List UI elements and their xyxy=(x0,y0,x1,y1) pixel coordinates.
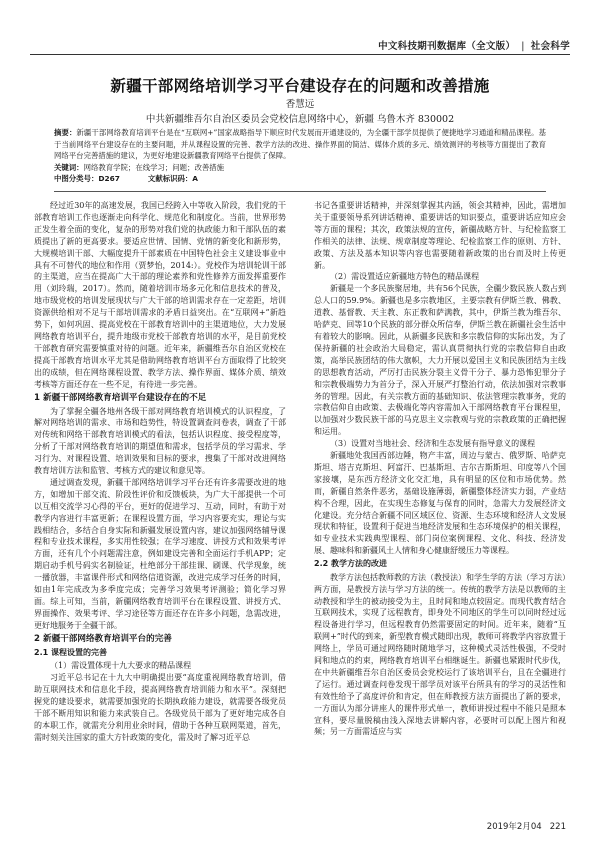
abstract-rule xyxy=(54,191,546,192)
keywords-line xyxy=(54,162,546,174)
subsection-heading: 2.1 课程设置的完善 xyxy=(34,647,107,657)
right-column xyxy=(314,200,566,812)
item-heading: （3）设置对当地社会、经济和生态发展有指导意义的课程 xyxy=(330,439,536,449)
abstract-block xyxy=(54,127,546,185)
abstract-label: 摘要： xyxy=(54,128,77,137)
issue-date: 2019年2月04 xyxy=(486,822,542,832)
running-header xyxy=(30,38,570,52)
keywords-text: 网络教育学院；在线学习；问题；改善措施 xyxy=(83,162,225,172)
paragraph: 经过近30年的高速发展，我国已经跨入中等收入阶段，我们党的干部教育培训工作也逐渐走向科学化、规范化和制度化。当前，世界形势正发生着全面的变化，复杂的形势对我们党的执政能力和干部队伍的素质提出了新的更高要求。要适应世情、国情、党情的新变化和新形势，大规模培训干部、大幅度提升干部素质在中国特色社会主义建设事业中具有不可替代的地位和作用（贾梦怡，2014:）。党校作为培训轮训干部的主渠道，应当在提高广大干部的理论素养和党性修养方面发挥重要作用（刘玲瑞，2017）。然而，随着培训市场多元化和信息技术的普及，地市级党校的培训发展现状与广大干部的培训需求存在一定差距，培训资源供给相对不足与干部培训需求的矛盾日益突出。在“互联网+”新趋势下，如何巩固、提高党校在干部教育培训中的主渠道地位，大力发展网络教育培训平台，提升地级市党校干部教育培训的水平，是目前党校干部教育研究需要慎重对待的问题。近年来，新疆维吾尔自治区党校在提高干部教育培训水平尤其是借助网络教育培训平台方面取得了比较突出的成绩，但在网络课程设置、教学方法、操作界面、媒体介质、绩效考核等方面还存在一些不足，有待进一步完善。 xyxy=(34,201,286,389)
paragraph: 书记各重要讲话精神，并深刻掌握其内涵，领会其精神，因此，需增加关于重要领导系列讲话精神、重要讲话的知识要点，重要讲话应知应会等方面的课程；其次，政策法规的宣传，新疆战略方针、与纪检监察工作相关的法律、法规、规章制度等理论、纪检监察工作的原则、方针、政策、方法及基本知识等内容也需要随着新政策的出台而及时上传更新。 xyxy=(314,201,566,270)
section-heading: 1 新疆干部网络教育培训平台建设存在的不足 xyxy=(34,392,207,403)
classification-line xyxy=(54,173,546,185)
header-rule xyxy=(30,54,570,55)
paragraph: 新疆地处我国西部边陲，物产丰富，周边与蒙古、俄罗斯、哈萨克斯坦、塔吉克斯坦、阿富汗、巴基斯坦、吉尔吉斯斯坦、印度等八个国家接壤，是东西方经济文化交汇地，具有明显的区位和市场优势。然而，新疆自然条件恶劣，基础设施薄弱，新疆整体经济实力弱，产业结构不合理，因此，在实现生态修复与保育的同时，急需大力发展经济文化建设。充分结合新疆不同区域区位、资源、生态环境和经济人文发展现状和特征，设置利于促进当地经济发展和生态环境保护的相关课程，如专业技术实践典型课程、部门岗位案例课程、文化、科技、经济发展、趣味科和新疆风土人情和身心健康舒缓压力等课程。 xyxy=(314,451,566,556)
abstract-summary xyxy=(54,127,546,162)
subsection-heading: 2.2 教学方法的改进 xyxy=(314,559,387,569)
header-separator: | xyxy=(521,41,525,52)
document-code: 文献标识码：A xyxy=(147,174,198,184)
section-name: 社会科学 xyxy=(530,41,570,52)
keywords-label: 关键词： xyxy=(54,162,84,172)
journal-name: 中文科技期刊数据库（全文版） xyxy=(378,41,516,52)
item-heading: （1）需设置体现十九大要求的精品课程 xyxy=(50,661,192,671)
paragraph: 为了掌握全疆各地州各级干部对网络教育培训模式的认识程度，了解对网络培训的需求、市场和趋势性，特设置调查问卷表，调查了干部对传统和网络干部教育培训模式的看法，包括认识程度、接受程度等，分析了干部对网络教育培训的期望值和需求，包括学员的学习需求、学习行为、对课程设置、培训效果和目标的要求，搜集了干部对改进网络教育培训方法和监管、考核方式的建议和意见等。 xyxy=(34,406,286,476)
article-title: 新疆干部网络培训学习平台建设存在的问题和改善措施 xyxy=(110,77,490,95)
left-column xyxy=(34,200,286,812)
section-heading: 2 新疆干部网络教育培训平台的完善 xyxy=(34,633,172,644)
paragraph: 通过调查发现，新疆干部网络培训学习平台还有许多需要改进的地方，如增加干部交流、阶段性评价和反馈板块，为广大干部提供一个可以互相交流学习心得的平台，更好的促进学习、互动，同时，有助于对教学内容进行丰富更新；在课程设置方面，学习内容要充实，理论与实践相结合，多结合自身实际和新疆发展设置内容，建议加强网络辅导课程和专业技术课程，多实用性较强；在学习速度、讲授方式和效果考评方面，还有几个小问题需注意，例如建设完善和全面运行手机APP；定期启动手机号码实名制验证，杜绝部分干部挂课、刷课、代学现象，统一播放器，丰富课件形式和网络信道资源，改进完成学习任务的时间，如由1年完成改为多季度完成；完善学习效果考评测验；简化学习界面。综上可知，当前，新疆网络教育培训平台在课程设置、讲授方式、界面操作、效果考评、学习途径等方面还存在许多小问题，急需改进，更好地服务于全疆干部。 xyxy=(34,477,286,630)
item-heading: （2）需设置适应新疆地方特色的精品课程 xyxy=(330,272,480,282)
paragraph: 新疆是一个多民族聚居地，共有56个民族，全疆少数民族人数占到总人口的59.9%。新疆也是多宗教地区，主要宗教有伊斯兰教、佛教、道教、基督教、天主教、东正教和萨满教，其中，伊斯兰教为维吾尔、哈萨克、回等10个民族的部分群众所信奉，伊斯兰教在新疆社会生活中有着较大的影响。因此，从新疆多民族和多宗教信仰的实际出发，为了保持新疆的社会政治大局稳定，需认真贯彻执行党的宗教信仰自由政策，高举民族团结的伟大旗帜，大力开展以爱国主义和民族团结为主线的思想教育活动，严厉打击民族分裂主义骨干分子、暴力恐怖犯罪分子和宗教极端势力为首分子，深入开展严打整治行动，依法加强对宗教事务的管理。因此，有关宗教方面的基础知识、依法管理宗教事务，党的宗教信仰自由政策、去极端化等内容需加入干部网络教育平台课程里，以加强对少数民族干部的马克思主义宗教观与党的宗教政策的正确把握和运用。 xyxy=(314,284,566,437)
abstract-text: 新疆干部网络教育培训平台是在“互联网+”国家战略指导下顺应时代发展而开通建设的，为全疆干部学员提供了便捷地学习通道和精品课程。基于当前网络平台建设存在的主要问题，并从课程设置的完善、教学方法的改进、操作界面的简洁、媒体介质的多元、绩效测评的考核等方面提出了教育网络平台完善措施的建议，为更好地建设新疆教育网络平台提供了保障。 xyxy=(54,128,546,161)
author-affiliation: 中共新疆维吾尔自治区委员会党校信息网络中心，新疆 乌鲁木齐 830002 xyxy=(145,114,455,125)
paragraph: 习近平总书记在十九大中明确提出要“高度重视网络教育培训，借助互联网技术和信息化手段，提高网络教育培训能力和水平”。深刻把握党的建设要求，就需要加强党的长期执政能力建设，就需要各级党员干部不断用知识和能力来武装自己。各级党员干部为了更好地完成各自的本职工作，就需充分利用业余时间，借助于各种互联网渠道，首先，需时刻关注国家的重大方针政策的变化，需及时了解习近平总 xyxy=(34,673,286,742)
classification-code: 中图分类号：D267 xyxy=(54,174,120,184)
page-footer xyxy=(487,820,566,832)
page-number: 221 xyxy=(549,822,566,832)
author-name: 香慧远 xyxy=(285,99,315,110)
paragraph: 教学方法包括教师教的方法（教授法）和学生学的方法（学习方法）两方面，是教授方法与学习方法的统一。传统的教学方法是以教师的主动教授和学生的被动接受为主，且时间和地点较固定。而现代教育结合互联网技术，实现了远程教育，即身处不同地区的学生可以同时经过远程设备进行学习，但远程教育仍然需要固定的时间。近年来，随着“互联网+”时代的到来，新型教育模式随即出现，教师可将教学内容放置于网络上，学员可通过网络随时随地学习，这种模式灵活性极强，不受时间和地点的约束，网络教育培训平台相继诞生。新疆也紧跟时代步伐，在中共新疆维吾尔自治区委员会党校运行了该培训平台，且在全疆进行了运行。通过调查问卷发现干部学员对该平台所具有的学习的灵活性和有效性给予了高度评价和肯定，但在师教授方法方面提出了新的要求，一方面认为部分讲座人的课件形式单一，教师讲授过程中不能只是照本宣科，要尽量脱稿由浅入深地去讲解内容，必要时可以配上图片和视频；另一方面需适应与实 xyxy=(314,572,566,737)
